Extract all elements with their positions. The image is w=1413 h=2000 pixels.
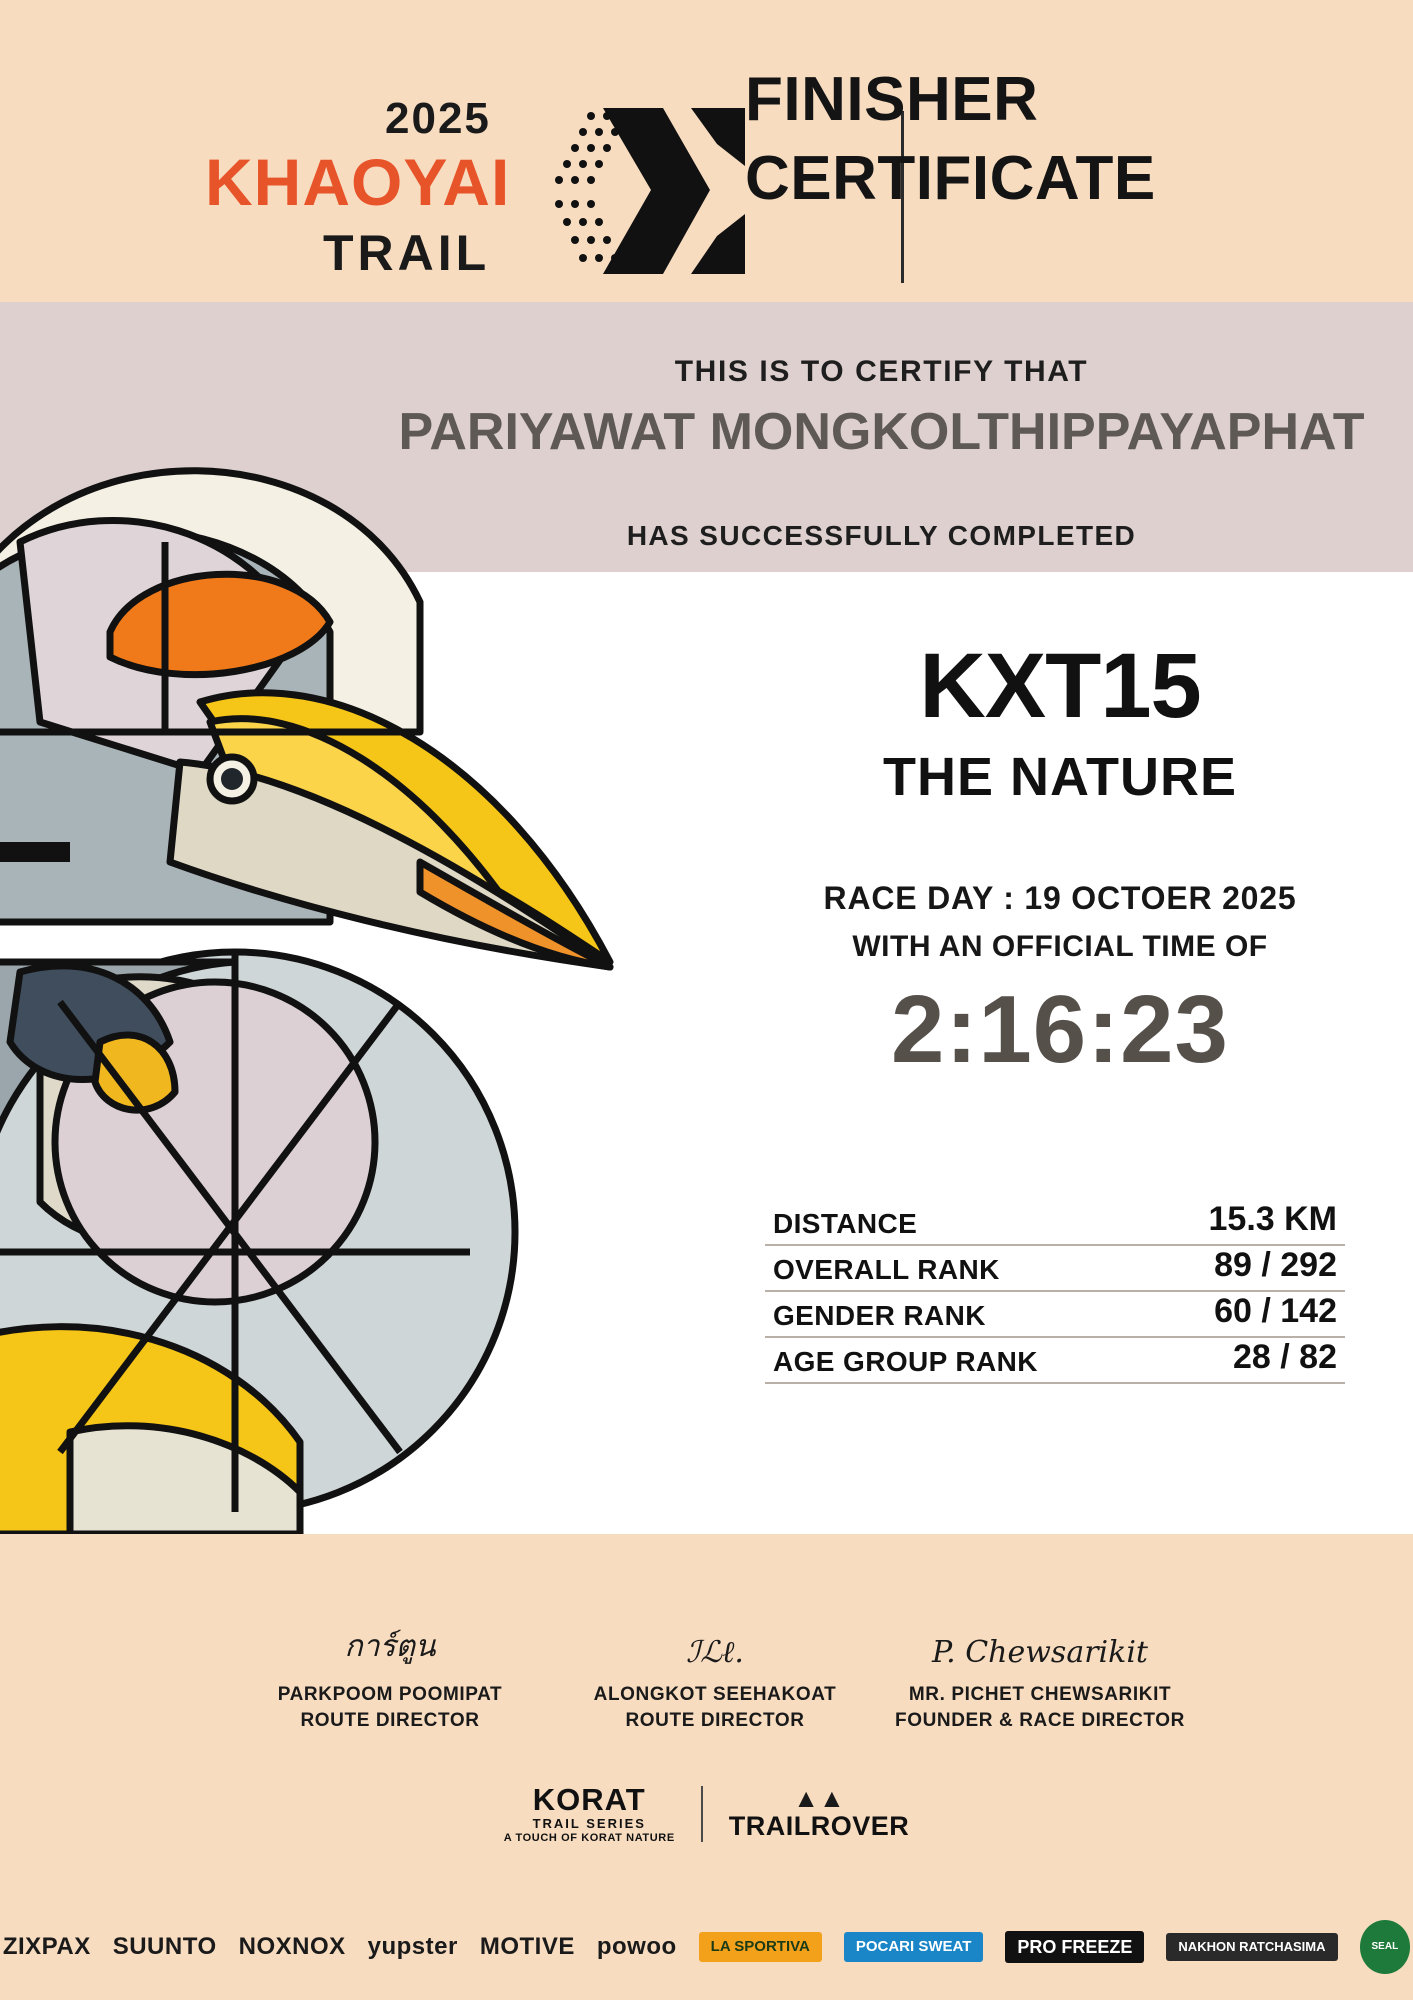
- header-title: [745, 60, 1156, 219]
- certificate-header: [0, 0, 1413, 302]
- table-row: [765, 1338, 1345, 1384]
- signature-role: ROUTE DIRECTOR: [300, 1710, 480, 1731]
- sponsor-logo: NOXNOX: [238, 1933, 346, 1960]
- signature-role: ROUTE DIRECTOR: [625, 1710, 805, 1731]
- stat-value: 60 / 142: [1214, 1292, 1337, 1330]
- race-title-block: [760, 635, 1360, 808]
- official-time-value: 2:16:23: [891, 976, 1229, 1083]
- korat-trail-series-logo: [504, 1784, 675, 1845]
- results-table: [765, 1200, 1345, 1384]
- completed-text: HAS SUCCESSFULLY COMPLETED: [626, 520, 1137, 551]
- korat-logo-tagline: A TOUCH OF KORAT NATURE: [503, 1832, 675, 1845]
- korat-logo-main: KORAT: [532, 1782, 646, 1817]
- sponsor-logo: yupster: [367, 1933, 458, 1960]
- header-title-line1: FINISHER: [745, 65, 1039, 134]
- trailrover-label: TRAILROVER: [728, 1810, 910, 1841]
- sponsor-strip: [0, 1894, 1413, 2000]
- signature-name: MR. PICHET CHEWSARIKIT: [908, 1684, 1172, 1705]
- logo-brand-sub: TRAIL: [323, 225, 491, 281]
- race-name: THE NATURE: [883, 747, 1237, 807]
- organizer-logos: [0, 1784, 1413, 1845]
- certify-text: THIS IS TO CERTIFY THAT: [674, 355, 1089, 388]
- signature-3: [890, 1604, 1190, 1732]
- certificate-footer: [0, 1534, 1413, 2000]
- signature-name: ALONGKOT SEEHAKOAT: [593, 1684, 837, 1705]
- table-row: [765, 1246, 1345, 1292]
- logo-brand-main: KHAOYAI: [205, 145, 511, 219]
- sponsor-logo: NAKHON RATCHASIMA: [1166, 1933, 1337, 1961]
- logo-year: 2025: [385, 94, 491, 143]
- table-row: [765, 1292, 1345, 1338]
- header-title-line2: CERTIFICATE: [745, 144, 1156, 214]
- signature-mark: ℐℒℓ.: [686, 1635, 744, 1670]
- organizer-divider: [701, 1786, 703, 1842]
- sponsor-logo: POCARI SWEAT: [844, 1932, 984, 1962]
- race-day: RACE DAY : 19 OCTOER 2025: [823, 880, 1297, 916]
- stat-label: DISTANCE: [773, 1208, 918, 1239]
- stat-value: 15.3 KM: [1208, 1200, 1337, 1238]
- stat-label: OVERALL RANK: [773, 1254, 1000, 1285]
- signatures-block: [240, 1604, 1190, 1732]
- trailrover-logo: [728, 1783, 910, 1841]
- recipient-name: PARIYAWAT MONGKOLTHIPPAYAPHAT: [398, 403, 1365, 461]
- sponsor-logo: SEAL: [1360, 1920, 1411, 1974]
- hornbill-illustration: [0, 302, 790, 1534]
- sponsor-logo: LA SPORTIVA: [699, 1932, 822, 1962]
- stat-value: 28 / 82: [1233, 1338, 1337, 1376]
- sponsor-logo: MOTIVE: [479, 1933, 575, 1960]
- signature-mark: P. Chewsarikit: [932, 1635, 1148, 1670]
- sponsor-logo: PRO FREEZE: [1005, 1931, 1144, 1964]
- mountain-icon: ▲▲: [793, 1783, 845, 1814]
- signature-mark: การ์ตูน: [344, 1629, 436, 1664]
- kx-mark-icon: [495, 104, 745, 284]
- stat-value: 89 / 292: [1214, 1246, 1337, 1284]
- stat-label: AGE GROUP RANK: [773, 1346, 1038, 1377]
- official-time-label: WITH AN OFFICIAL TIME OF: [852, 930, 1268, 963]
- signature-name: PARKPOOM POOMIPAT: [277, 1684, 503, 1705]
- stat-label: GENDER RANK: [773, 1300, 986, 1331]
- signature-2: [565, 1604, 865, 1732]
- sponsor-logo: SUUNTO: [112, 1933, 217, 1960]
- signature-1: [240, 1604, 540, 1732]
- table-row: [765, 1200, 1345, 1246]
- race-code: KXT15: [919, 635, 1201, 737]
- signature-role: FOUNDER & RACE DIRECTOR: [894, 1710, 1185, 1731]
- sponsor-logo: ZIXPAX: [2, 1933, 91, 1960]
- korat-logo-sub: TRAIL SERIES: [532, 1815, 646, 1831]
- sponsor-logo: powoo: [596, 1933, 677, 1960]
